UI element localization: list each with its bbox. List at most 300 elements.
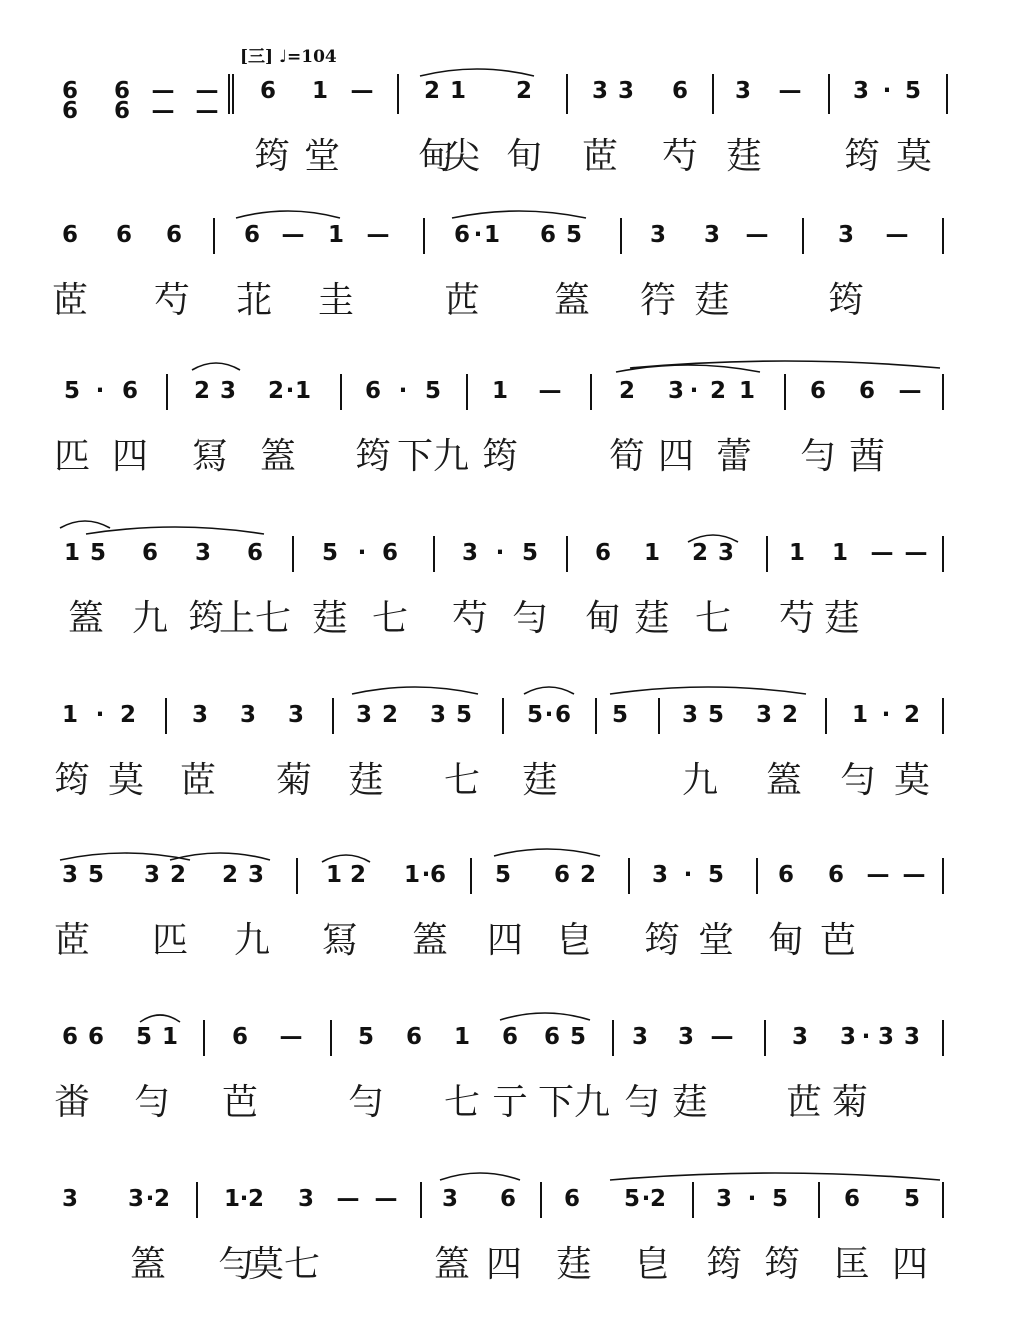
jianzipu-glyph: 芍 (153, 280, 191, 321)
bar-line (332, 698, 334, 734)
jianzipu-glyph: 四 (891, 1244, 929, 1285)
jianzipu-glyph: 蕾 (715, 436, 753, 477)
jianzipu-glyph: 筠 (705, 1244, 743, 1285)
bar-line (566, 74, 568, 114)
jianzipu-glyph: 四 (111, 436, 149, 477)
jianpu-note: — (279, 1024, 303, 1050)
jianpu-note: 2 (903, 702, 921, 728)
jianpu-note: 2 (381, 702, 399, 728)
jianzipu-glyph: 筕 (639, 280, 677, 321)
jianpu-note: 3 (143, 862, 161, 888)
jianpu-note: 3 (839, 1024, 857, 1050)
bar-line (612, 1020, 614, 1056)
jianzipu-glyph: 甸 (417, 136, 455, 177)
jianpu-note: 2 (579, 862, 597, 888)
jianzipu-glyph: 莫 (893, 760, 931, 801)
slur-arc (236, 211, 340, 218)
jianpu-note: 5 (771, 1186, 789, 1212)
jianpu-note: 6 (539, 222, 557, 248)
jianpu-note: 2 (153, 1186, 171, 1212)
jianpu-note: 6 (809, 378, 827, 404)
jianpu-note: · (145, 1186, 155, 1212)
jianpu-note: 1 (483, 222, 501, 248)
bar-line (942, 858, 944, 894)
jianpu-note: 6 (554, 702, 572, 728)
jianzipu-glyph: 筠 (843, 136, 881, 177)
jianzipu-glyph: 篕 (129, 1244, 167, 1285)
jianzipu-glyph: 莛 (311, 598, 349, 639)
jianpu-note: 2 (169, 862, 187, 888)
jianzipu-glyph: 篕 (433, 1244, 471, 1285)
jianzipu-glyph: 皀 (633, 1244, 671, 1285)
jianpu-note: 6 (671, 78, 689, 104)
jianpu-note: 6 (246, 540, 264, 566)
jianpu-note: · (881, 702, 891, 728)
bar-line (165, 698, 167, 734)
jianzipu-glyph: 圭 (317, 280, 355, 321)
bar-line (203, 1020, 205, 1056)
jianzipu-glyph: 篕 (553, 280, 591, 321)
bar-line (502, 698, 504, 734)
jianpu-note: 6 (243, 222, 261, 248)
jianpu-note: 3 (239, 702, 257, 728)
jianzipu-glyph: 篕 (259, 436, 297, 477)
jianpu-note: 3 (191, 702, 209, 728)
bar-line (620, 218, 622, 254)
jianpu-note: — (538, 378, 562, 404)
jianzipu-glyph: 篕 (67, 598, 105, 639)
score-row-8 (0, 1186, 1021, 1336)
jianzipu-glyph: 匹 (151, 920, 189, 961)
bar-line (828, 74, 830, 114)
jianpu-note: 1 (788, 540, 806, 566)
jianzipu-glyph: 苉 (443, 280, 481, 321)
bar-line (784, 374, 786, 410)
bar-line (802, 218, 804, 254)
jianpu-note: 3 (441, 1186, 459, 1212)
score-row-7 (0, 1024, 1021, 1174)
jianpu-note: 6 (499, 1186, 517, 1212)
bar-line (942, 218, 944, 254)
jianpu-note: 6 (259, 78, 277, 104)
jianpu-note: 6 (61, 222, 79, 248)
bar-line (766, 536, 768, 572)
jianpu-note: 5 (455, 702, 473, 728)
jianzipu-glyph: 下九 (537, 1082, 611, 1123)
jianpu-note: — (745, 222, 769, 248)
jianpu-note: — (778, 78, 802, 104)
jianpu-note: 2 (423, 78, 441, 104)
jianpu-note: — (195, 78, 219, 104)
jianzipu-glyph: 勻 (839, 760, 877, 801)
jianpu-note: 6 (121, 378, 139, 404)
jianpu-note: 1 (327, 222, 345, 248)
jianpu-note: 2 (691, 540, 709, 566)
jianpu-note: 1 (491, 378, 509, 404)
jianpu-note: 3 (194, 540, 212, 566)
jianzipu-glyph: 七 (694, 598, 732, 639)
jianpu-note: · (689, 378, 699, 404)
jianpu-note: 3 (617, 78, 635, 104)
bar-line (423, 218, 425, 254)
bar-line (658, 698, 660, 734)
jianpu-note: · (747, 1186, 757, 1212)
slur-arc (140, 1015, 180, 1022)
section-marker: [三] (240, 47, 274, 67)
jianpu-note: 6 (594, 540, 612, 566)
jianpu-note: 6 (553, 862, 571, 888)
jianpu-note: 1 (294, 378, 312, 404)
bar-line (825, 698, 827, 734)
jianpu-note: 6 (543, 1024, 561, 1050)
jianpu-note: 5 (707, 702, 725, 728)
jianpu-note: 1 (449, 78, 467, 104)
jianzipu-glyph: 筠 (827, 280, 865, 321)
jianzipu-glyph: 勻 (347, 1082, 385, 1123)
jianpu-note: 3 (61, 1186, 79, 1212)
jianzipu-glyph: 甸 (584, 598, 622, 639)
jianpu-note: 6 (843, 1186, 861, 1212)
jianpu-note: 5 (521, 540, 539, 566)
jianzipu-glyph: 上七 (218, 598, 292, 639)
jianpu-note: — (898, 378, 922, 404)
jianpu-note: — (904, 540, 928, 566)
score-row-1 (0, 60, 1021, 210)
jianpu-note: 3 (461, 540, 479, 566)
jianzipu-glyph: 苝 (235, 280, 273, 321)
jianzipu-glyph: 勻 (133, 1082, 171, 1123)
jianpu-note: 5 (707, 862, 725, 888)
bar-line (590, 374, 592, 410)
jianpu-note: 5 (135, 1024, 153, 1050)
jianpu-note: 5 (63, 378, 81, 404)
jianpu-note: 3 (297, 1186, 315, 1212)
tempo-marking: ♩=104 (279, 47, 337, 67)
jianpu-note: 3 (677, 1024, 695, 1050)
jianpu-note: 3 (877, 1024, 895, 1050)
jianpu-note: 3 (903, 1024, 921, 1050)
jianzipu-glyph: 匹 (53, 436, 91, 477)
jianpu-note: 6 (777, 862, 795, 888)
jianpu-note: 6 (405, 1024, 423, 1050)
jianzipu-glyph: 冩 (321, 920, 359, 961)
bar-line (942, 1020, 944, 1056)
jianpu-note: · (544, 702, 554, 728)
jianpu-note: 3 (287, 702, 305, 728)
jianzipu-glyph: 九 (681, 760, 719, 801)
jianpu-note: 1 (403, 862, 421, 888)
bar-line (818, 1182, 820, 1218)
jianpu-note: 2 (267, 378, 285, 404)
jianpu-note: 1 (63, 540, 81, 566)
jianzipu-glyph: 篕 (765, 760, 803, 801)
jianpu-note: — (885, 222, 909, 248)
jianpu-note: — (350, 78, 374, 104)
jianzipu-glyph: 尖 (443, 136, 481, 177)
jianpu-note: 5 (357, 1024, 375, 1050)
jianzipu-glyph: 筠 (253, 136, 291, 177)
slur-arc (86, 527, 264, 534)
jianzipu-glyph: 筠 (53, 760, 91, 801)
jianzipu-glyph: 筍 (608, 436, 646, 477)
jianzipu-glyph: 勻 (511, 598, 549, 639)
jianpu-note: 5 (611, 702, 629, 728)
jianzipu-glyph: 四 (485, 1244, 523, 1285)
bar-line (196, 1182, 198, 1218)
jianpu-note: 3 (852, 78, 870, 104)
jianpu-note: 2 (193, 378, 211, 404)
jianpu-note: 3 (681, 702, 699, 728)
jianzipu-glyph: 莛 (671, 1082, 709, 1123)
jianpu-note: 5 (526, 702, 544, 728)
jianpu-note: 5 (321, 540, 339, 566)
jianpu-note: 3 (649, 222, 667, 248)
jianzipu-glyph: 七 (443, 1082, 481, 1123)
jianpu-note: 6 (61, 78, 79, 104)
bar-line (232, 74, 234, 114)
jianpu-note: — (866, 862, 890, 888)
jianpu-note: 6 (429, 862, 447, 888)
jianpu-note: 6 (501, 1024, 519, 1050)
jianzipu-glyph: 篕 (411, 920, 449, 961)
jianzipu-glyph: 芭 (221, 1082, 259, 1123)
jianpu-note-lower: — (151, 98, 175, 124)
slur-arc (170, 853, 270, 860)
jianpu-note: — (374, 1186, 398, 1212)
jianpu-note: 6 (231, 1024, 249, 1050)
jianpu-note: 3 (791, 1024, 809, 1050)
jianzipu-glyph: 芍 (778, 598, 816, 639)
jianzipu-glyph: 芍 (661, 136, 699, 177)
jianzipu-glyph: 旬 (505, 136, 543, 177)
jianzipu-glyph: 筠 (481, 436, 519, 477)
jianpu-note: 2 (618, 378, 636, 404)
jianpu-note: 6 (563, 1186, 581, 1212)
jianzipu-glyph: 七 (283, 1244, 321, 1285)
jianpu-note: — (710, 1024, 734, 1050)
jianzipu-glyph: 菊 (275, 760, 313, 801)
slur-arc (60, 853, 190, 860)
jianpu-note: · (398, 378, 408, 404)
jianzipu-glyph: 茝 (581, 136, 619, 177)
jianzipu-glyph: 茝 (53, 920, 91, 961)
bar-line (942, 1182, 944, 1218)
jianpu-note: — (281, 222, 305, 248)
jianpu-note: 6 (858, 378, 876, 404)
jianpu-note: 3 (61, 862, 79, 888)
bar-line (340, 374, 342, 410)
jianzipu-glyph: 莛 (693, 280, 731, 321)
jianpu-note: 1 (851, 702, 869, 728)
jianpu-note: 5 (494, 862, 512, 888)
bar-line (466, 374, 468, 410)
jianzipu-glyph: 堂 (303, 136, 341, 177)
jianzipu-glyph: 茝 (179, 760, 217, 801)
bar-line (942, 698, 944, 734)
jianpu-note: 3 (703, 222, 721, 248)
jianpu-note: 5 (89, 540, 107, 566)
bar-line (566, 536, 568, 572)
jianpu-note: 3 (355, 702, 373, 728)
jianzipu-glyph: 筠 (354, 436, 392, 477)
jianpu-note: · (239, 1186, 249, 1212)
jianpu-note: 5 (623, 1186, 641, 1212)
score-row-3 (0, 378, 1021, 528)
jianpu-note: 6 (115, 222, 133, 248)
jianzipu-glyph: 四 (486, 920, 524, 961)
jianpu-note: 2 (515, 78, 533, 104)
jianzipu-glyph: 冩 (191, 436, 229, 477)
jianpu-note: · (95, 378, 105, 404)
jianzipu-glyph: 七 (443, 760, 481, 801)
jianpu-note: 6 (87, 1024, 105, 1050)
jianpu-note-lower: 6 (61, 98, 79, 124)
jianpu-note: 6 (61, 1024, 79, 1050)
slur-arc (610, 1173, 940, 1180)
jianpu-note: 3 (755, 702, 773, 728)
bar-line (433, 536, 435, 572)
jianpu-note: — (870, 540, 894, 566)
jianzipu-glyph: 筠 (187, 598, 225, 639)
jianzipu-glyph: 莛 (823, 598, 861, 639)
jianpu-note: 1 (223, 1186, 241, 1212)
jianpu-note: 3 (717, 540, 735, 566)
jianpu-note: 6 (381, 540, 399, 566)
jianpu-note: · (641, 1186, 651, 1212)
jianpu-note: 1 (311, 78, 329, 104)
slur-arc (500, 1013, 590, 1020)
jianzipu-glyph: 亍 (491, 1082, 529, 1123)
jianpu-note: 2 (349, 862, 367, 888)
jianzipu-glyph: 匡 (833, 1244, 871, 1285)
bar-line (166, 374, 168, 410)
jianzipu-glyph: 茝 (51, 280, 89, 321)
jianzipu-glyph: 四 (657, 436, 695, 477)
bar-line (942, 536, 944, 572)
jianzipu-glyph: 莫 (107, 760, 145, 801)
jianpu-note: 5 (569, 1024, 587, 1050)
jianzipu-glyph: 莛 (725, 136, 763, 177)
jianpu-note: 6 (453, 222, 471, 248)
jianpu-note: · (95, 702, 105, 728)
jianzipu-glyph: 莛 (633, 598, 671, 639)
bar-line (292, 536, 294, 572)
jianzipu-glyph: 莫 (247, 1244, 285, 1285)
jianpu-note: 1 (161, 1024, 179, 1050)
jianzipu-glyph: 九 (233, 920, 271, 961)
bar-line (296, 858, 298, 894)
jianpu-note: 1 (61, 702, 79, 728)
jianpu-note: — (151, 78, 175, 104)
jianpu-note: 2 (221, 862, 239, 888)
jianpu-note: 2 (709, 378, 727, 404)
jianpu-note: 5 (904, 78, 922, 104)
jianpu-note: 3 (631, 1024, 649, 1050)
jianpu-note: 5 (424, 378, 442, 404)
score-row-5 (0, 702, 1021, 852)
jianpu-note: 1 (643, 540, 661, 566)
jianpu-note: 2 (119, 702, 137, 728)
slur-arc (452, 211, 586, 218)
jianpu-note: · (285, 378, 295, 404)
jianzipu-glyph: 九 (131, 598, 169, 639)
jianzipu-glyph: 莛 (347, 760, 385, 801)
jianpu-note: 3 (667, 378, 685, 404)
jianpu-note: · (495, 540, 505, 566)
bar-line (756, 858, 758, 894)
bar-line (712, 74, 714, 114)
jianzipu-glyph: 下九 (396, 436, 470, 477)
jianpu-note: 1 (325, 862, 343, 888)
score-row-4 (0, 540, 1021, 690)
jianzipu-glyph: 菊 (831, 1082, 869, 1123)
bar-line (213, 218, 215, 254)
jianzipu-glyph: 芭 (819, 920, 857, 961)
jianpu-note: 6 (165, 222, 183, 248)
bar-line (764, 1020, 766, 1056)
jianpu-note: 3 (247, 862, 265, 888)
bar-line (946, 74, 948, 114)
jianpu-note: 3 (837, 222, 855, 248)
jianpu-note: 6 (113, 78, 131, 104)
score-row-2 (0, 222, 1021, 372)
jianpu-note: 2 (781, 702, 799, 728)
jianpu-note: · (357, 540, 367, 566)
bar-line (470, 858, 472, 894)
jianpu-note: 3 (591, 78, 609, 104)
jianpu-note: 3 (219, 378, 237, 404)
bar-line (330, 1020, 332, 1056)
jianpu-note: — (366, 222, 390, 248)
jianzipu-glyph: 筠 (763, 1244, 801, 1285)
jianzipu-glyph: 勻 (623, 1082, 661, 1123)
bar-line (692, 1182, 694, 1218)
jianpu-note: 6 (827, 862, 845, 888)
jianpu-note: 1 (453, 1024, 471, 1050)
jianpu-note-lower: — (195, 98, 219, 124)
jianpu-note-lower: 6 (113, 98, 131, 124)
jianzipu-glyph: 莫 (895, 136, 933, 177)
jianzipu-glyph: 芍 (451, 598, 489, 639)
jianzipu-glyph: 莤 (848, 436, 886, 477)
bar-line (942, 374, 944, 410)
jianzipu-glyph: 畨 (53, 1082, 91, 1123)
jianpu-note: 5 (565, 222, 583, 248)
jianzipu-glyph: 苉 (785, 1082, 823, 1123)
jianpu-note: 3 (734, 78, 752, 104)
jianzipu-glyph: 筠 (643, 920, 681, 961)
jianpu-note: — (902, 862, 926, 888)
jianpu-note: 3 (429, 702, 447, 728)
jianzipu-glyph: 勻 (799, 436, 837, 477)
jianpu-note: 1 (831, 540, 849, 566)
bar-line (420, 1182, 422, 1218)
jianpu-note: · (421, 862, 431, 888)
jianpu-note: · (683, 862, 693, 888)
slur-arc (440, 1173, 520, 1180)
jianzipu-glyph: 堂 (697, 920, 735, 961)
slur-arc (322, 855, 370, 862)
jianpu-note: · (861, 1024, 871, 1050)
jianzipu-glyph: 皀 (555, 920, 593, 961)
jianpu-note: 2 (247, 1186, 265, 1212)
jianpu-note: 3 (651, 862, 669, 888)
jianzipu-glyph: 莛 (521, 760, 559, 801)
score-row-6 (0, 862, 1021, 1012)
bar-line (595, 698, 597, 734)
jianpu-note: · (882, 78, 892, 104)
jianpu-note: 3 (715, 1186, 733, 1212)
